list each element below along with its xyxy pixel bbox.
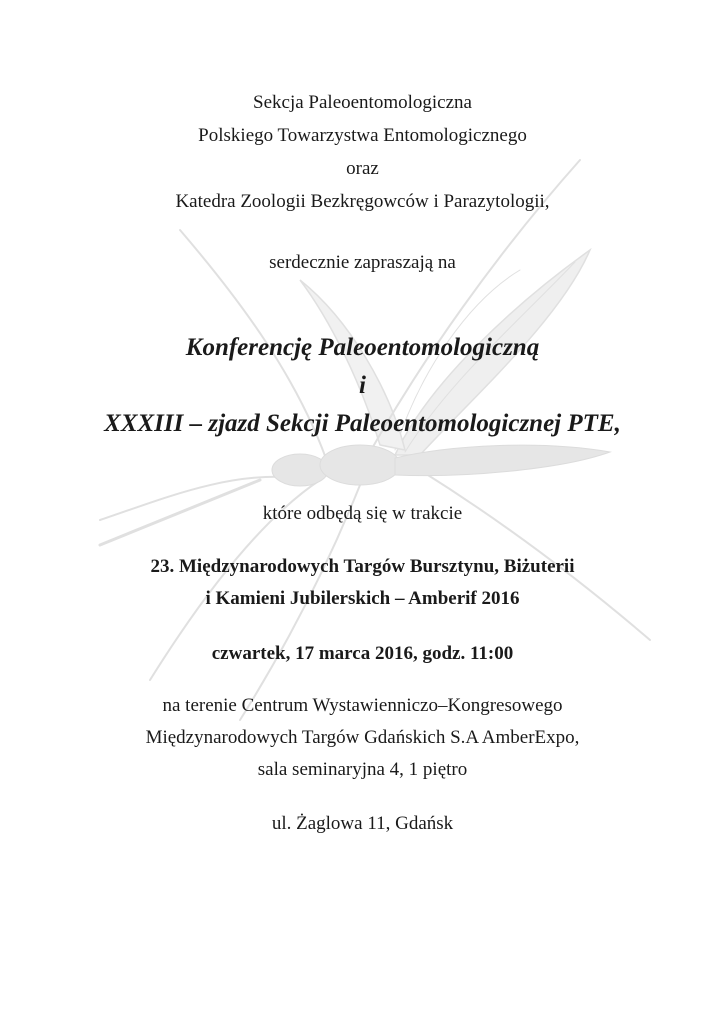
fair-line-2: i Kamieni Jubilerskich – Amberif 2016 bbox=[205, 588, 520, 609]
venue-line-3: sala seminaryjna 4, 1 piętro bbox=[257, 759, 468, 780]
during-text: które odbędą się w trakcie bbox=[262, 503, 463, 524]
event-datetime: czwartek, 17 marca 2016, godz. 11:00 bbox=[211, 643, 514, 664]
organizer-line-2: Polskiego Towarzystwa Entomologicznego bbox=[198, 125, 527, 146]
organizer-line-1: Sekcja Paleoentomologiczna bbox=[253, 92, 472, 113]
organizer-line-3: oraz bbox=[346, 158, 379, 179]
event-title-line-1: Konferencję Paleoentomologiczną bbox=[185, 334, 540, 361]
event-title-line-2: i bbox=[359, 372, 366, 399]
venue-line-2: Międzynarodowych Targów Gdańskich S.A AmberExpo, bbox=[145, 727, 580, 748]
fair-line-1: 23. Międzynarodowych Targów Bursztynu, Biżuterii bbox=[150, 556, 575, 577]
invite-text: serdecznie zapraszają na bbox=[269, 252, 456, 273]
venue-line-1: na terenie Centrum Wystawienniczo–Kongresowego bbox=[162, 695, 563, 716]
venue-address: ul. Żaglowa 11, Gdańsk bbox=[271, 813, 454, 834]
organizer-line-4: Katedra Zoologii Bezkręgowców i Parazytologii, bbox=[175, 191, 550, 212]
event-title-line-3: XXXIII – zjazd Sekcji Paleoentomologicznej PTE, bbox=[104, 410, 621, 437]
